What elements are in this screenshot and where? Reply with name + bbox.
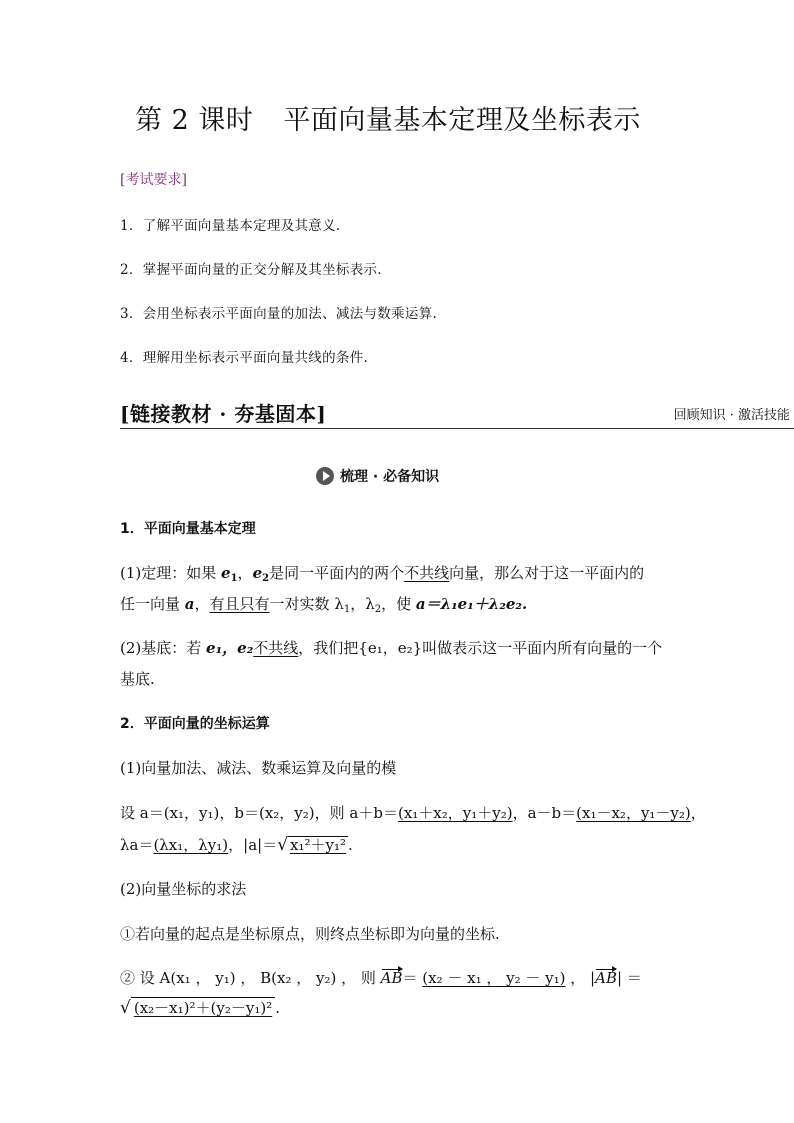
coord-method-item-1: ①若向量的起点是坐标原点，则终点坐标即为向量的坐标.	[120, 925, 500, 943]
topic1-heading: 1．平面向量基本定理	[120, 521, 256, 537]
blank-ab-norm: (x₂－x₁)²＋(y₂－y₁)²	[131, 997, 275, 1018]
theorem-formula: a＝λ₁e₁＋λ₂e₂.	[415, 595, 528, 613]
basis-line-1: (2)基底：若 e₁，e₂不共线，我们把{e₁，e₂}叫做表示这一平面内所有向量的一个	[120, 639, 663, 657]
lesson-topic: 平面向量基本定理及坐标表示	[283, 105, 641, 136]
basis-line-2: 基底.	[120, 670, 155, 688]
section-header	[120, 398, 794, 429]
blank-norm: x₁²＋y₁²	[290, 836, 347, 854]
blank-not-collinear: 不共线	[404, 564, 450, 582]
topic2-sub2: (2)向量坐标的求法	[120, 880, 247, 898]
requirement-item-4: 4．理解用坐标表示平面向量共线的条件.	[120, 350, 369, 366]
section-subtitle: 回顾知识 · 激活技能	[673, 408, 790, 423]
blank-scalar: (λx₁，λy₁)	[153, 836, 229, 854]
page-title	[135, 98, 641, 137]
exam-requirements-heading: [考试要求]	[120, 172, 187, 188]
blank-ab-coord: (x₂ － x₁ ， y₂ － y₁)	[422, 969, 566, 987]
theorem-line-1: (1)定理：如果 $e_1$，$e_2$是同一平面内的两个不共线向量，那么对于这一平面内的	[120, 564, 645, 584]
play-icon	[316, 467, 334, 485]
subsection-title: 梳理 · 必备知识	[340, 469, 440, 485]
vector-ab-norm: AB	[595, 969, 617, 987]
section-title: [链接教材 · 夯基固本]	[120, 402, 327, 426]
coord-ops-line-1: 设 a＝(x₁，y₁)，b＝(x₂，y₂)，则 a＋b＝(x₁＋x₂，y₁＋y₂)，a－b＝(x₁－x₂，y₁－y₂)，	[120, 804, 706, 822]
subsection-heading	[316, 466, 439, 486]
requirement-item-1: 1．了解平面向量基本定理及其意义.	[120, 218, 341, 234]
vector-ab: AB	[380, 969, 403, 987]
coord-method-item-2: ② 设 A(x₁ ， y₁) ， B(x₂ ， y₂) ， 则 AB＝ (x₂ － x₁ ， y₂ － y₁) ， |AB| ＝	[120, 969, 642, 987]
requirement-item-2: 2．掌握平面向量的正交分解及其坐标表示.	[120, 262, 382, 278]
blank-basis-not-collinear: 不共线	[253, 639, 299, 657]
theorem-line-2: 任一向量 a，有且只有一对实数 $\lambda_1$，$\lambda_2$，使 a＝λ₁e₁＋λ₂e₂.	[120, 595, 528, 615]
coord-ops-line-2: λa＝(λx₁，λy₁)，|a|＝√ x₁²＋y₁² .	[120, 835, 353, 855]
topic2-heading: 2．平面向量的坐标运算	[120, 716, 270, 732]
requirement-item-3: 3．会用坐标表示平面向量的加法、减法与数乘运算.	[120, 306, 438, 322]
topic2-sub1: (1)向量加法、减法、数乘运算及向量的模	[120, 759, 397, 777]
coord-method-item-2-cont: √ (x₂－x₁)²＋(y₂－y₁)² .	[120, 998, 280, 1018]
blank-diff: (x₁－x₂，y₁－y₂)	[576, 804, 691, 822]
lesson-number: 第 2 课时	[135, 105, 254, 136]
blank-unique: 有且只有	[209, 595, 270, 613]
blank-sum: (x₁＋x₂，y₁＋y₂)	[397, 804, 513, 822]
